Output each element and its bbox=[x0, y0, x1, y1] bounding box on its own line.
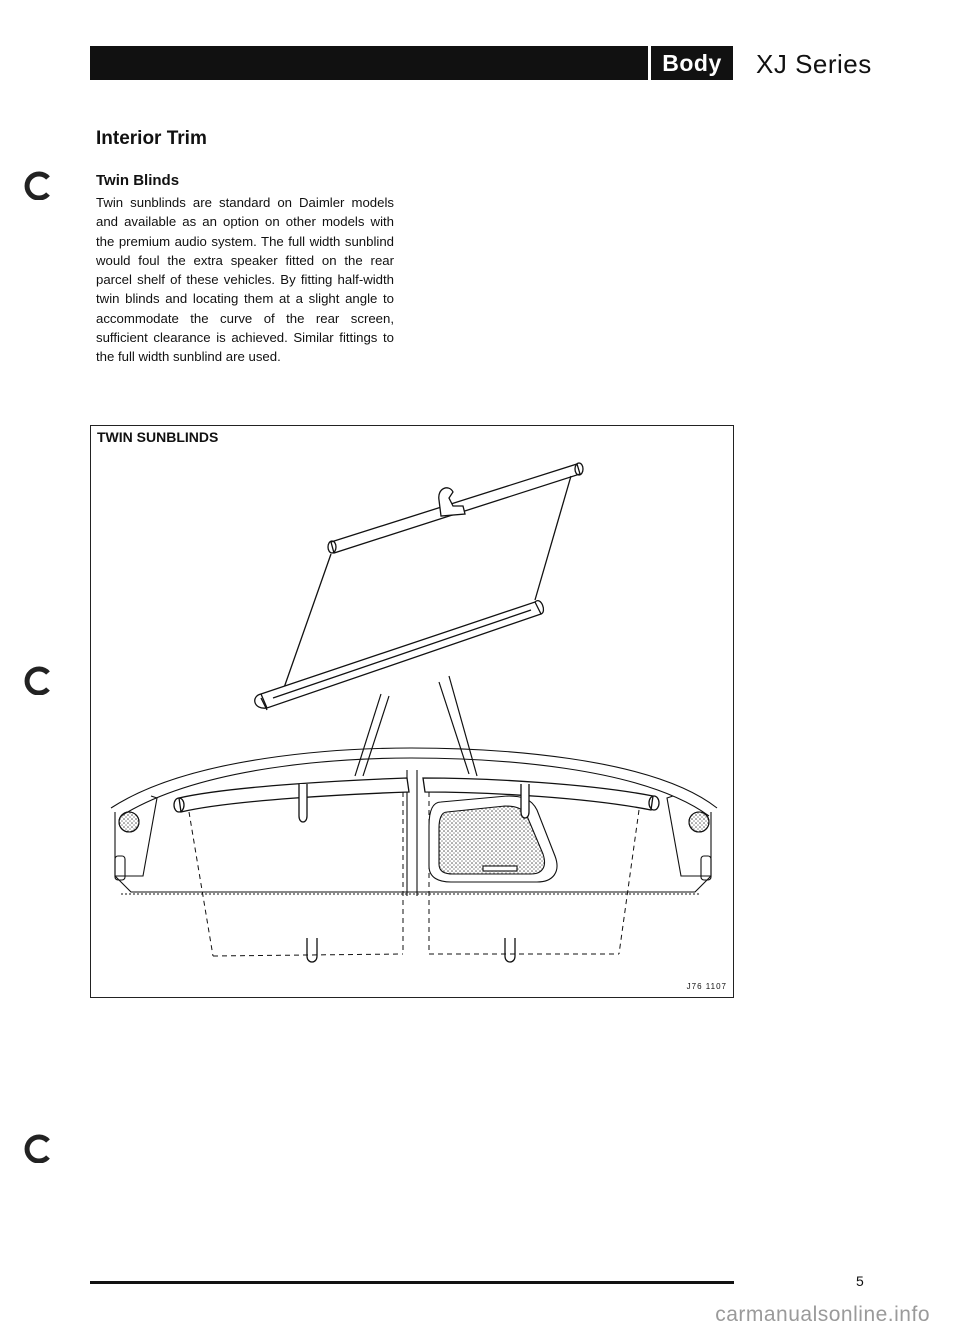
page-number: 5 bbox=[856, 1273, 864, 1289]
rear-parcel-shelf-drawing bbox=[111, 748, 717, 896]
blind-detail-drawing bbox=[255, 463, 583, 710]
body-paragraph: Twin sunblinds are standard on Daimler models and available as an option on other models with the premium audio system. The full width sunblind would foul the extra speaker fitted on the rear parcel shelf of these vehicles. By fitting half-width twin blinds and locating them at a slight angle to accommodate the curve of the rear screen, sufficient clearance is achieved. Similar fittings to the full width sunblind are used. bbox=[96, 195, 394, 365]
section-tab: Body bbox=[648, 46, 733, 80]
binder-hole-mark bbox=[22, 665, 52, 695]
pointer-lines bbox=[355, 676, 477, 776]
footer-rule bbox=[90, 1281, 734, 1284]
header-bar bbox=[90, 46, 728, 80]
binder-hole-mark bbox=[22, 1133, 52, 1163]
figure-twin-sunblinds bbox=[90, 425, 734, 998]
binder-hole-mark bbox=[22, 170, 52, 200]
section-title: Interior Trim bbox=[96, 128, 207, 149]
watermark-text: carmanualsonline.info bbox=[715, 1303, 930, 1326]
figure-reference-code: J76 1107 bbox=[686, 982, 727, 991]
sunblind-illustration bbox=[91, 426, 732, 996]
figure-title: TWIN SUNBLINDS bbox=[97, 429, 219, 445]
series-title: XJ Series bbox=[756, 49, 872, 79]
subsection-title: Twin Blinds bbox=[96, 172, 180, 189]
